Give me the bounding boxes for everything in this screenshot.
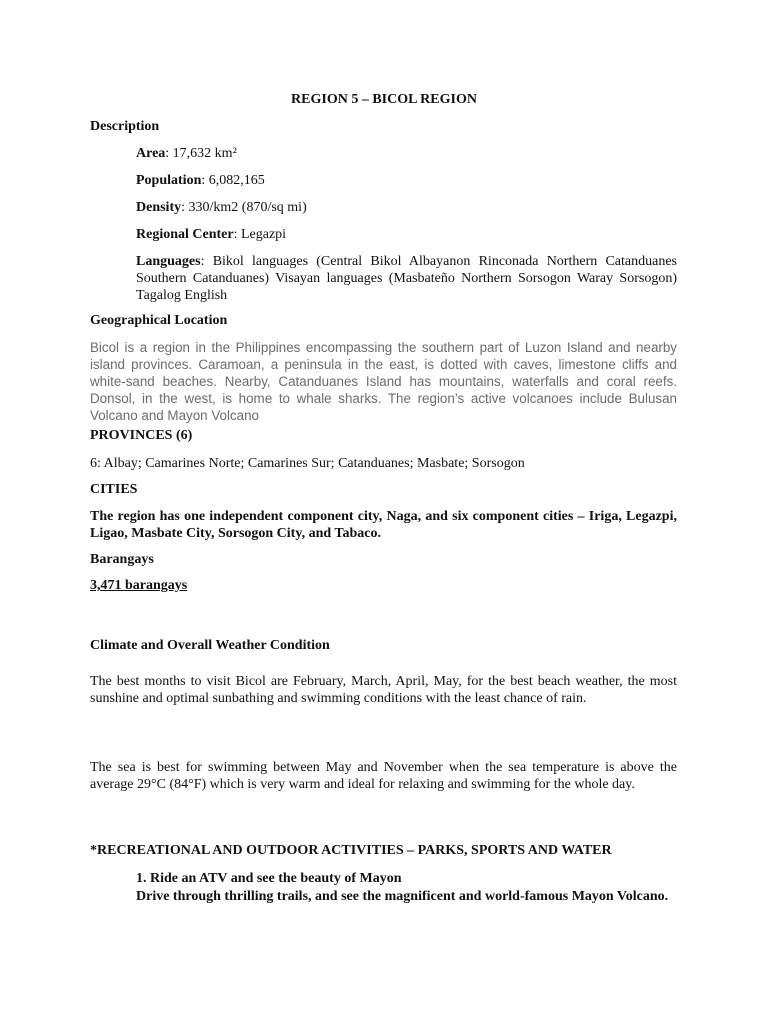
geo-heading: Geographical Location xyxy=(90,313,228,328)
activity-1-title: 1. Ride an ATV and see the beauty of Mayon xyxy=(136,871,402,886)
activity-1-text: Drive through thrilling trails, and see the magnificent and world-famous Mayon Volcano. xyxy=(136,889,669,904)
activities-heading: *RECREATIONAL AND OUTDOOR ACTIVITIES – PARKS, SPORTS AND WATER xyxy=(90,843,612,858)
cities-paragraph: The region has one independent component city, Naga, and six component cities – Iriga, Legazpi, Ligao, Masbate City, Sorsogon City, and Tabaco. xyxy=(90,509,677,541)
climate-paragraph-1: The best months to visit Bicol are February, March, April, May, for the best beach weather, the most sunshine and optimal sunbathing and swimming conditions with the least chance of rain. xyxy=(90,674,677,706)
density-label: Density xyxy=(136,200,182,215)
cities-heading: CITIES xyxy=(90,482,138,497)
area-row xyxy=(136,146,237,162)
density-row xyxy=(136,200,307,216)
density-value: : 330/km2 (870/sq mi) xyxy=(181,200,307,215)
languages-label: Languages xyxy=(136,254,201,269)
languages-value: : Bikol languages (Central Bikol Albayanon Rinconada Northern Catanduanes Southern Catanduanes) Visayan languages (Masbateño Northern Sorsogon Waray Sorsogon) Tagalog English xyxy=(136,254,677,303)
barangays-value: 3,471 barangays xyxy=(90,578,188,593)
climate-heading: Climate and Overall Weather Condition xyxy=(90,638,330,653)
population-value: : 6,082,165 xyxy=(201,173,265,188)
provinces-list: 6: Albay; Camarines Norte; Camarines Sur; Catanduanes; Masbate; Sorsogon xyxy=(90,456,525,471)
regional-center-value: : Legazpi xyxy=(233,227,287,242)
provinces-heading: PROVINCES (6) xyxy=(90,428,193,443)
regional-center-row xyxy=(136,227,286,243)
page-title: REGION 5 – BICOL REGION xyxy=(291,92,477,107)
population-label: Population xyxy=(136,173,202,188)
area-value: : 17,632 km² xyxy=(165,146,237,161)
languages-row xyxy=(136,253,677,304)
regional-center-label: Regional Center xyxy=(136,227,234,242)
area-label: Area xyxy=(136,146,166,161)
geo-paragraph: Bicol is a region in the Philippines encompassing the southern part of Luzon Island and nearby island provinces. Caramoan, a peninsula in the east, is dotted with caves, limestone cliffs and white-sand beaches. Nearby, Catanduanes Island has mountains, waterfalls and coral reefs. Donsol, in the west, is home to whale sharks. The region’s active volcanoes include Bulusan Volcano and Mayon Volcano xyxy=(90,340,677,423)
population-row xyxy=(136,173,265,189)
climate-paragraph-2: The sea is best for swimming between May and November when the sea temperature is above the average 29°C (84°F) which is very warm and ideal for relaxing and swimming for the whole day. xyxy=(90,760,677,792)
barangays-heading: Barangays xyxy=(90,552,154,567)
description-heading: Description xyxy=(90,119,160,134)
